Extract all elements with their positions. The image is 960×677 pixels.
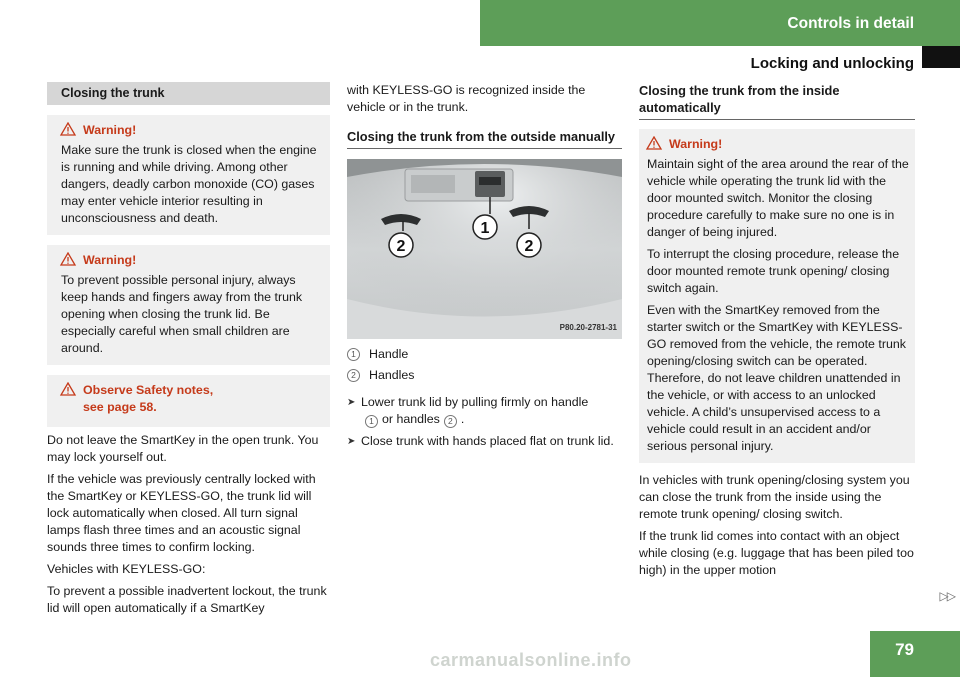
warning-triangle-icon — [645, 136, 663, 150]
body-paragraph: If the trunk lid comes into contact with an object while closing (e.g. luggage that has been piled too high) in the upper motion — [639, 529, 914, 577]
warning-text: Make sure the trunk is closed when the engine is running and while driving. Among other dangers, deadly carbon monoxide (CO) gases may enter vehicle interior resulting in unconsciousness and death. — [61, 143, 317, 225]
number-2-icon: 2 — [347, 369, 360, 382]
callout-1 — [473, 215, 497, 239]
step-text: . — [460, 412, 465, 426]
page-number: 79 — [895, 640, 914, 659]
inside-automatically-heading: Closing the trunk from the inside automatically — [639, 82, 915, 120]
number-2-icon: 2 — [444, 415, 457, 428]
legend-item — [347, 346, 622, 363]
step-text: or handles — [382, 412, 440, 426]
column-2 — [347, 82, 622, 455]
warning-title: Warning! — [669, 137, 723, 151]
chapter-tab — [480, 0, 960, 46]
step-text: Close trunk with hands placed flat on trunk lid. — [361, 434, 614, 448]
warning-text: To prevent possible personal injury, always keep hands and fingers away from the trunk opening when closing the trunk lid. Be especially careful when small children are around. — [61, 273, 303, 355]
step-text: Lower trunk lid by pulling firmly on handle — [361, 395, 589, 409]
watermark: carmanualsonline.info — [430, 650, 632, 670]
photo-credit: P80.20-2781-31 — [559, 323, 617, 332]
warning-triangle-icon — [59, 252, 77, 266]
outside-manually-heading: Closing the trunk from the outside manually — [347, 128, 622, 149]
body-paragraph: If the vehicle was previously centrally locked with the SmartKey or KEYLESS-GO, the trunk lid will lock automatically when closed. All turn signal lamps flash three times and an acoustic signal sounds three times to confirm locking. — [47, 472, 316, 554]
number-1-icon: 1 — [347, 348, 360, 361]
number-1-icon: 1 — [365, 415, 378, 428]
thumb-index-marker — [922, 46, 960, 68]
arrow-right-icon: ➤ — [347, 397, 356, 408]
continued-paragraph: with KEYLESS-GO is recognized inside the vehicle or in the trunk. — [347, 83, 586, 114]
svg-text:2: 2 — [396, 238, 406, 255]
warning-triangle-icon — [59, 122, 77, 136]
trunk-lid-photo — [347, 159, 622, 339]
closing-trunk-heading: Closing the trunk — [47, 82, 330, 105]
svg-text:1: 1 — [480, 220, 490, 237]
body-paragraph: In vehicles with trunk opening/closing system you can close the trunk from the inside using the remote trunk opening/ closing switch. — [639, 473, 910, 521]
legend — [347, 346, 622, 384]
warning-title: Warning! — [83, 253, 137, 267]
svg-text:2: 2 — [524, 238, 534, 255]
legend-item — [347, 367, 622, 384]
warning-title: Warning! — [83, 123, 137, 137]
body-paragraph: Vehicles with KEYLESS-GO: — [47, 562, 206, 576]
column-1 — [47, 82, 330, 622]
body-paragraph: To prevent a possible inadvertent lockout, the trunk lid will open automatically if a SmartKey — [47, 584, 327, 615]
section-title: Locking and unlocking — [750, 55, 914, 72]
legend-label: Handles — [369, 368, 415, 382]
chapter-title: Controls in detail — [787, 14, 914, 32]
safety-notes-link[interactable]: Observe Safety notes, see page 58. — [83, 383, 214, 414]
callout-2-left — [389, 233, 413, 257]
legend-label: Handle — [369, 347, 409, 361]
warning-text: To interrupt the closing procedure, release the door mounted remote trunk opening/ closing switch again. — [647, 247, 900, 295]
warning-triangle-icon — [59, 382, 77, 396]
callout-2-right — [517, 233, 541, 257]
arrow-right-icon: ➤ — [347, 436, 356, 447]
trunk-lid-illustration — [347, 159, 622, 339]
body-paragraph: Do not leave the SmartKey in the open trunk. You may lock yourself out. — [47, 433, 319, 464]
page-number-tab — [870, 631, 960, 677]
safety-notes-box — [47, 375, 330, 427]
warning-box-monitor — [639, 129, 915, 463]
column-3 — [639, 82, 915, 584]
step-item — [347, 394, 622, 428]
warning-box-hands — [47, 245, 330, 365]
warning-box-co — [47, 115, 330, 235]
continue-arrows-icon: ▷▷ — [939, 589, 954, 603]
step-item — [347, 433, 622, 450]
warning-text: Maintain sight of the area around the rear of the vehicle while operating the trunk lid with the door mounted switch. Monitor the closing procedure carefully to make sure no one is in danger of being injured. — [647, 157, 909, 239]
warning-text: Even with the SmartKey removed from the starter switch or the SmartKey with KEYLESS-GO removed from the vehicle, the remote trunk opening/closing switch can be operated. Therefore, do not leave children unattended in the vehicle, or with access to an unlocked vehicle. A child’s unsupervised access to a vehicle could result in an accident and/or serious personal injury. — [647, 303, 906, 453]
steps — [347, 394, 622, 450]
